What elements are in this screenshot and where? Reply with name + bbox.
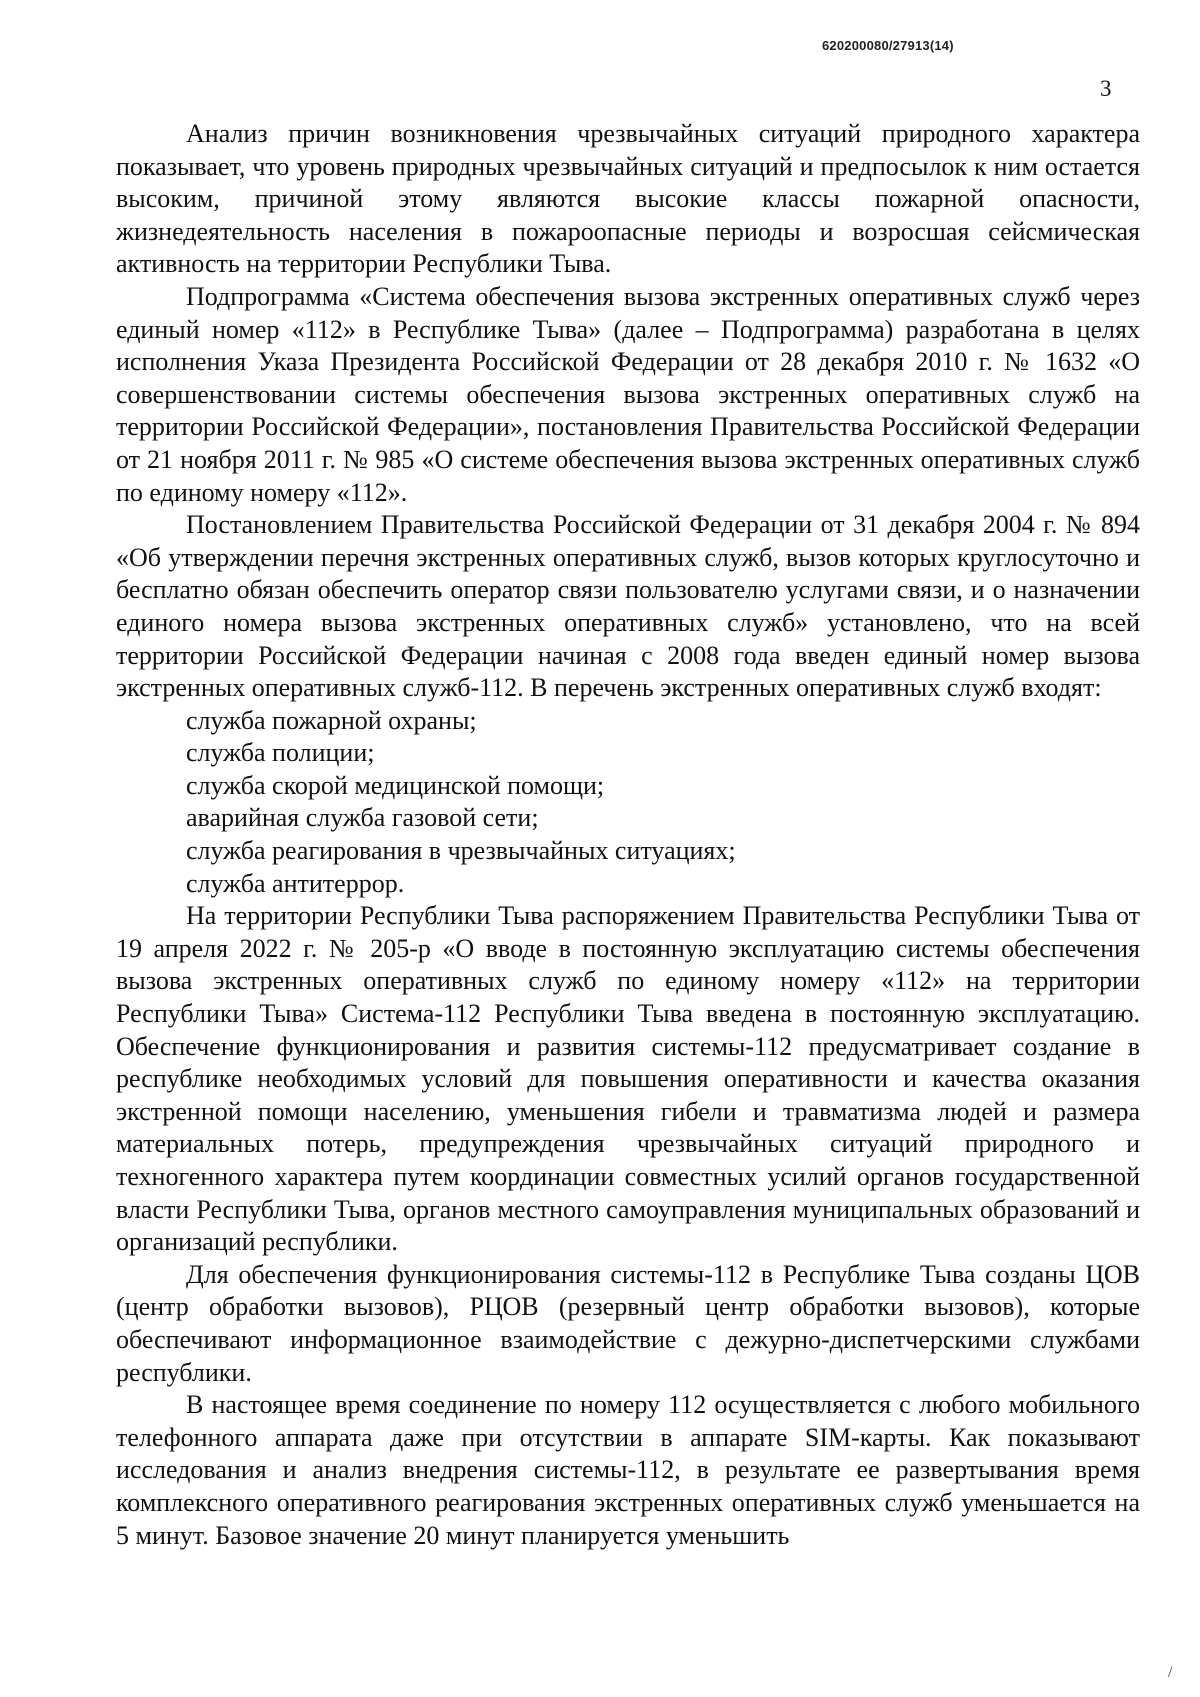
page-number: 3 — [1100, 76, 1112, 101]
corner-mark: / — [1168, 1664, 1173, 1681]
paragraph-subprogram: Подпрограмма «Система обеспечения вызова экстренных оперативных служб через единый номер «112» в Республике Тыва» (далее – Подпрограмма) разработана в целях исполнения Указа Президента Российской Федерации от 28 декабря 2010 г. № 1632 «О совершенствовании системы обеспечения вызова экстренных оперативных служб на территории Российской Федерации», постановления Правительства Российской Федерации от 21 ноября 2011 г. № 985 «О системе обеспечения вызова экстренных оперативных служб по единому номеру «112». — [116, 281, 1140, 507]
paragraph-tyva-system-112: На территории Республики Тыва распоряжением Правительства Республики Тыва от 19 апреля 2022 г. № 205-р «О вводе в постоянную эксплуатацию системы обеспечения вызова экстренных оперативных служб по единому номеру «112» на территории Республики Тыва» Система-112 Республики Тыва введена в постоянную эксплуатацию. Обеспечение функционирования и развития системы-112 предусматривает создание в республике необходимых условий для повышения оперативности и качества оказания экстренной помощи населению, уменьшения гибели и травматизма людей и размера материальных потерь, предупреждения чрезвычайных ситуаций природного и техногенного характера путем координации совместных усилий органов государственной власти Республики Тыва, органов местного самоуправления муниципальных образований и организаций республики. — [116, 901, 1140, 1257]
list-item: служба пожарной охраны; — [186, 705, 477, 735]
services-list — [116, 705, 1140, 901]
document-body — [116, 118, 1140, 1552]
list-item: служба полиции; — [186, 738, 375, 768]
list-item: служба антитеррор. — [186, 868, 405, 898]
paragraph-government-decree: Постановлением Правительства Российской Федерации от 31 декабря 2004 г. № 894 «Об утверждении перечня экстренных оперативных служб, вызов которых круглосуточно и бесплатно обязан обеспечить оператор связи пользователю услугами связи, и о назначении единого номера вызова экстренных оперативных служб» установлено, что на всей территории Российской Федерации начиная с 2008 года введен единый номер вызова экстренных оперативных служб-112. В перечень экстренных оперативных служб входят: — [116, 510, 1140, 703]
paragraph-response-time: В настоящее время соединение по номеру 112 осуществляется с любого мобильного телефонного аппарата даже при отсутствии в аппарате SIM-карты. Как показывают исследования и анализ внедрения системы-112, в результате ее развертывания время комплексного оперативного реагирования экстренных оперативных служб уменьшается на 5 минут. Базовое значение 20 минут планируется уменьшить — [116, 1390, 1140, 1550]
list-item: служба скорой медицинской помощи; — [186, 770, 605, 800]
list-item: служба реагирования в чрезвычайных ситуациях; — [186, 836, 736, 866]
paragraph-emergency-analysis: Анализ причин возникновения чрезвычайных ситуаций природного характера показывает, что уровень природных чрезвычайных ситуаций и предпосылок к ним остается высоким, причиной этому являются высокие классы пожарной опасности, жизнедеятельность населения в пожароопасные периоды и возросшая сейсмическая активность на территории Республики Тыва. — [116, 119, 1140, 279]
paragraph-call-centers: Для обеспечения функционирования системы-112 в Республике Тыва созданы ЦОВ (центр обработки вызовов), РЦОВ (резервный центр обработки вызовов), которые обеспечивают информационное взаимодействие с дежурно-диспетчерскими службами республики. — [116, 1259, 1140, 1387]
list-item: аварийная служба газовой сети; — [186, 803, 539, 833]
document-number: 620200080/27913(14) — [822, 38, 954, 53]
